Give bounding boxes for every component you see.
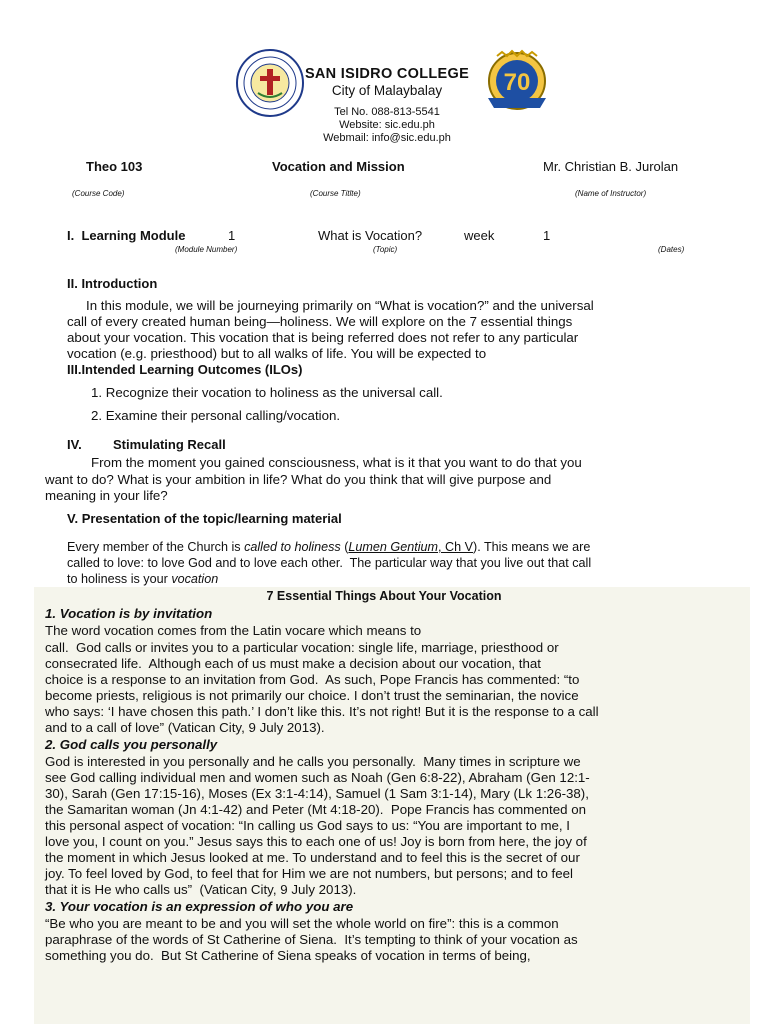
s2-line-3: 30), Sarah (Gen 17:15-16), Moses (Ex 3:1-4:14), Samuel (1 Sam 3:1-14), Mary (Lk 1:26-38), [45, 786, 589, 801]
week-label: week [464, 228, 495, 243]
s1-line-2: call. God calls or invites you to a particular vocation: single life, marriage, priesthood or [45, 640, 559, 655]
s3-line-1: “Be who you are meant to be and you will set the whole world on fire”: this is a common [45, 916, 559, 931]
topic-caption: (Topic) [373, 245, 398, 254]
recall-line-1: From the moment you gained consciousness, what is it that you want to do that you [91, 455, 582, 470]
module-number: 1 [228, 228, 236, 243]
recall-line-2: want to do? What is your ambition in life? What do you think that will give purpose and [45, 472, 552, 487]
lumen-gentium-link[interactable]: Lumen Gentium [348, 540, 439, 554]
s1-line-3: consecrated life. Although each of us must make a decision about our vocation, that [45, 656, 541, 671]
dates-caption: (Dates) [658, 245, 685, 254]
introduction-heading: II. Introduction [67, 276, 158, 291]
s2-line-2: see God calling individual men and women such as Noah (Gen 6:8-22), Abraham (Gen 12:1- [45, 770, 590, 785]
s1-heading: 1. Vocation is by invitation [45, 606, 213, 621]
s2-line-8: joy. To feel loved by God, to feel that for Him we are not numbers, but persons; and to feel [45, 866, 573, 881]
s2-line-7: the moment in which Jesus looked at me. To understand and to feel this is the secret of our [45, 850, 580, 865]
module-number-caption: (Module Number) [175, 245, 238, 254]
college-name: SAN ISIDRO COLLEGE [304, 66, 470, 82]
s2-line-4: the Samaritan woman (Jn 4:1-42) and Peter (Mt 4:18-20). Pope Francis has commented on [45, 802, 587, 817]
intro-line-4: vocation (e.g. priesthood) but to all walks of life. You will be expected to [67, 346, 487, 361]
recall-line-3: meaning in your life? [45, 488, 168, 503]
module-topic: What is Vocation? [318, 228, 423, 243]
presentation-heading: V. Presentation of the topic/learning material [67, 511, 342, 526]
intro-line-2: call of every created human being—holiness. We will explore on the 7 essential things [67, 314, 573, 329]
s3-line-3: something you do. But St Catherine of Siena speaks of vocation in terms of being, [45, 948, 531, 963]
recall-heading: Stimulating Recall [113, 437, 226, 452]
intro-line-1: In this module, we will be journeying primarily on “What is vocation?” and the universal [86, 298, 594, 313]
instructor-caption: (Name of Instructor) [575, 189, 647, 198]
instructor-name: Mr. Christian B. Jurolan [543, 159, 679, 174]
presentation-line-2: called to love: to love God and to love each other. The particular way that you live out that call [67, 556, 592, 570]
module-heading: I. Learning Module [67, 228, 186, 243]
s2-heading: 2. God calls you personally [45, 737, 218, 752]
recall-heading-number: IV. [67, 437, 82, 452]
s1-line-5: become priests, religious is not primarily our choice. I don’t trust the seminarian, the novice [45, 688, 579, 703]
s2-line-5: this personal aspect of vocation: “In calling us God says to us: “You are important to me, I [45, 818, 571, 833]
course-title-caption: (Course Titlte) [310, 189, 361, 198]
presentation-line-3: to holiness is your vocation [67, 572, 219, 586]
s2-line-1: God is interested in you personally and he calls you personally. Many times in scripture we [45, 754, 581, 769]
essentials-title: 7 Essential Things About Your Vocation [266, 589, 502, 603]
presentation-line-1: Every member of the Church is called to holiness (Lumen Gentium, Ch V). This means we are [67, 540, 591, 554]
tel-number: Tel No. 088-813-5541 [334, 106, 440, 118]
course-code-caption: (Course Code) [72, 189, 125, 198]
college-city: City of Malaybalay [331, 83, 443, 98]
s1-line-7: and to a call of love” (Vatican City, 9 July 2013). [45, 720, 325, 735]
s1-line-1: The word vocation comes from the Latin vocare which means to [45, 623, 422, 638]
s1-line-6: who says: ‘I have chosen this path.’ I don’t like this. It’s not right! But it is the response to a call [45, 704, 599, 719]
webmail: Webmail: info@sic.edu.ph [323, 132, 451, 144]
ilos-heading: III.Intended Learning Outcomes (ILOs) [67, 362, 303, 377]
s3-heading: 3. Your vocation is an expression of who you are [45, 899, 354, 914]
course-code: Theo 103 [86, 159, 143, 174]
website: Website: sic.edu.ph [339, 119, 435, 131]
s3-line-2: paraphrase of the words of St Catherine of Siena. It’s tempting to think of your vocation as [45, 932, 578, 947]
ilo-item-1: 1. Recognize their vocation to holiness as the universal call. [91, 385, 443, 400]
s1-line-4: choice is a response to an invitation from God. As such, Pope Francis has commented: “to [45, 672, 580, 687]
s2-line-9: that it is He who calls us” (Vatican City, 9 July 2013). [45, 882, 357, 897]
week-number: 1 [543, 228, 551, 243]
svg-text:70: 70 [503, 69, 531, 96]
intro-line-3: about your vocation. This vocation that is being referred does not refer to any particular [67, 330, 579, 345]
s2-line-6: love you, I count on you.” Jesus says this to each one of us! Joy is born from here, the joy of [45, 834, 587, 849]
course-title: Vocation and Mission [272, 159, 405, 174]
ilo-item-2: 2. Examine their personal calling/vocation. [91, 408, 341, 423]
